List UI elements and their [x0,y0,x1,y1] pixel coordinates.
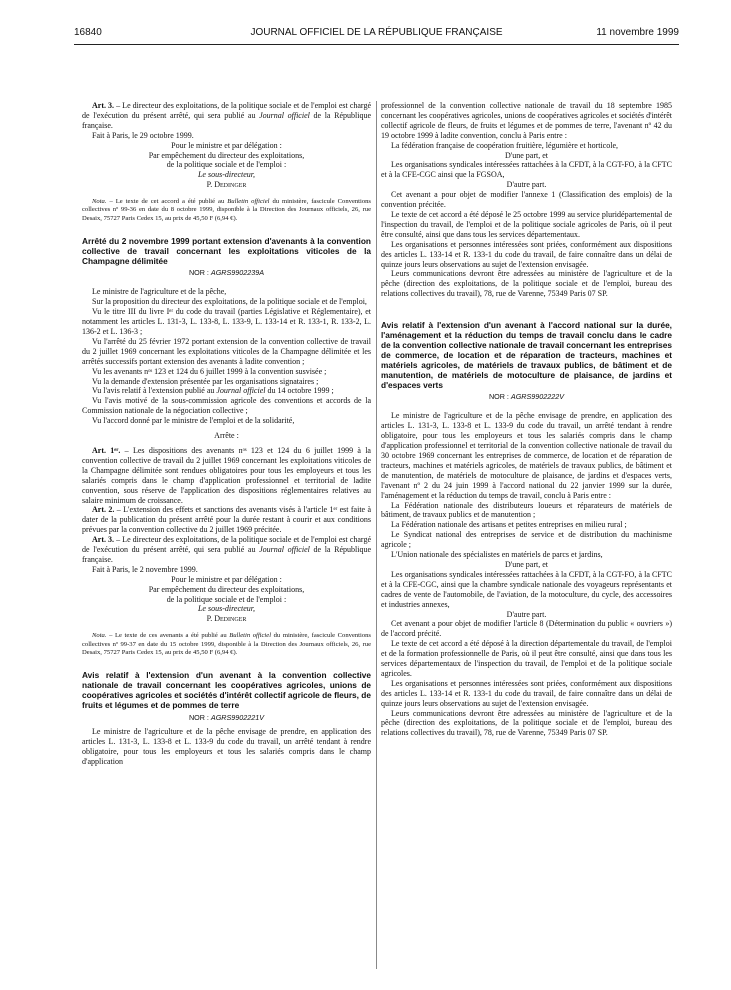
header-rule [74,44,679,45]
visa-paragraph: Vu l'accord donné par le ministre de l'emploi et de la solidarité, [92,416,295,426]
signatory-organisation: Les organisations syndicales intéressées rattachées à la CFDT, à la CGT-FO, à la CFTC et à la CFE-CGC ainsi que la FGSOA, [381,160,672,180]
arrete-label: Arrête : [214,431,239,441]
visa-paragraph: Le ministre de l'agriculture et de la pêche, [92,287,227,297]
party-label: D'une part, et [505,150,548,160]
body-paragraph: Cet avenant a pour objet de modifier l'annexe 1 (Classification des emplois) de la convention précitée. [381,190,672,210]
body-paragraph: Leurs communications devront être adressées au ministère de l'agriculture et de la pêche (direction des exploitations, de la politique sociale et de l'emploi, bureau des relations collectives du travail), 78, rue de Varenne, 75349 Paris 07 SP. [381,269,672,299]
nor-arrete: NOR : AGRS9902239A [188,268,265,278]
party-label: D'autre part. [506,180,547,190]
visa-paragraph: Vu la demande d'extension présentée par les organisations signataires ; [92,376,319,386]
issue-date: 11 novembre 1999 [596,27,679,38]
body-paragraph: Leurs communications devront être adressées au ministère de l'agriculture et de la pêche (direction des exploitations, de la politique sociale et de l'emploi, bureau des relations collectives du travail), 78, rue de Varenne, 75349 Paris 07 SP. [381,708,672,738]
article-2: Art. 2. – L'extension des effets et sanctions des avenants visés à l'article 1ᵉʳ est faite à dater de la publication du présent arrêté pour la durée restant à courir et aux conditions prévues par la convention collective du 2 juillet 1969 précitée. [82,505,372,535]
article-3-first: Art. 3. – Le directeur des exploitations, de la politique sociale et de l'emploi est chargé de l'exécution du présent arrêté, qui sera publié au Journal officiel de la République française. [82,101,371,130]
signatory-name: P. Dedinger [206,180,247,190]
page-number: 16840 [74,27,102,38]
body-paragraph: Le texte de cet accord a été déposé le 25 octobre 1999 au service pluridépartemental de l'inspection du travail, de l'emploi et de la politique sociale agricoles de Paris, où il peut être consulté, ainsi que dans tous les services départementaux. [381,209,672,239]
body-paragraph: Les organisations et personnes intéressées sont priées, conformément aux dispositions des articles L. 133-14 et R. 133-1 du code du travail, de faire connaître dans un délai de quinze jours leurs observations au sujet de l'extension envisagée. [381,678,672,708]
signature-block-second: Pour le ministre et par délégation : Par empêchement du directeur des exploitations, de la politique sociale et de l'emploi : Le sous-directeur, P. Dedinger [82,575,371,625]
signatory-organisation: Les organisations syndicales intéressées rattachées à la CFDT, à la CGT-FO, à la CFTC et à la CFE-CGC, ainsi que la chambre syndicale nationale des voyageurs représentants et cadres de vente de l'automobile, de l'aviation, de la motoculture, du cycle, des accessoires et industries annexes, [381,569,672,609]
signatory-organisation: La fédération française de coopération fruitière, légumière et horticole, [391,140,618,150]
article-1: Art. 1ᵉʳ. – Les dispositions des avenants nᵒˢ 123 et 124 du 6 juillet 1999 à la convention collective de travail du 2 juillet 1969 concernant les exploitations viticoles de la Champagne délimitée sont rendues obligatoires pour tous les employeurs et tous les salariés compris dans le champ d'application professionnel et territorial de ladite convention, sous réserve de l'application des dispositions réglementaires relatives au salaire minimum de croissance. [82,445,371,505]
signatory-organisation: L'Union nationale des spécialistes en matériels de parcs et jardins, [391,550,603,560]
visa-paragraph: Vu les avenants nᵒˢ 123 et 124 du 6 juillet 1999 à la convention susvisée ; [92,366,327,376]
nor-avis-cooperatives: NOR : AGRS9902221V [188,712,265,722]
body-paragraph: Le ministre de l'agriculture et de la pêche envisage de prendre, en application des articles L. 131-3, L. 133-8 et L. 133-9 du code du travail, un arrêté tendant à rendre obligatoire, pour tous les employeurs et tous les salariés compris dans le champ d'application professionnel et territorial de la convention collective nationale de travail du 30 octobre 1969 concernant les entreprises de commerce, de location et de réparation de tracteurs, machines et matériels agricoles, de matériels de travaux publics, de bâtiment et de manutention, de matériels de motoculture de plaisance, de jardins et d'espaces verts, l'avenant nº 2 du 24 juin 1999 à l'accord national du 22 janvier 1999 sur la durée, l'aménagement et la réduction du temps de travail, conclu à Paris entre : [381,411,672,500]
visa-paragraph: Vu l'avis motivé de la sous-commission agricole des conventions et accords de la Commission nationale de la négociation collective ; [82,396,371,416]
avis-title-commerce: Avis relatif à l'extension d'un avenant à l'accord national sur la durée, l'aménagement et la réduction du temps de travail conclu dans le cadre de la convention collective nationale de travail concernant les entreprises de commerce, de location et de réparation de tracteurs, machines et matériels agricoles, de matériels de travaux publics, de bâtiment et de manutention, de matériels de motoculture de plaisance, de jardins et d'espaces verts [381,320,672,390]
party-label: D'autre part. [506,609,547,619]
fait-first: Fait à Paris, le 29 octobre 1999. [92,130,194,140]
avis-title-cooperatives: Avis relatif à l'extension d'un avenant à la convention collective nationale de travail concernant les coopératives agricoles, unions de coopératives agricoles et sociétés d'intérêt collectif agricole de fleurs, de fruits et légumes et de pommes de terre [82,669,371,710]
nota-first: Nota. – Le texte de cet accord a été publié au Bulletin officiel du ministère, fascicule Conventions collectives nº 99-36 en date du 8 octobre 1999, disponible à la Direction des Journaux officiels, 26, rue Desaix, 75727 Paris Cedex 15, au prix de 45,50 F (6,94 €). [82,198,371,222]
body-paragraph: Les organisations et personnes intéressées sont priées, conformément aux dispositions des articles L. 133-14 et R. 133-1 du code du travail, de faire connaître dans un délai de quinze jours leurs observations au sujet de l'extension envisagée. [381,239,672,269]
avis-cooperatives-continued: professionnel de la convention collective nationale de travail du 18 septembre 1985 concernant les coopératives agricoles, unions de coopératives agricoles et sociétés d'intérêt collectif agricole de fleurs, de fruits et légumes et de pommes de terre, l'avenant nº 42 du 19 octobre 1999 à ladite convention, conclu à Paris entre : [381,101,672,140]
signatory-organisation: La Fédération nationale des distributeurs loueurs et réparateurs de matériels de bâtiment, de travaux publics et de manutention ; [381,500,672,520]
visa-paragraph: Sur la proposition du directeur des exploitations, de la politique sociale et de l'emploi, [92,297,367,307]
visa-paragraph: Vu l'arrêté du 25 février 1972 portant extension de la convention collective de travail du 2 juillet 1969 concernant les exploitations viticoles de la Champagne délimitée et les arrêtés successifs portant extension des avenants à ladite convention ; [82,336,371,366]
nor-avis-commerce: NOR : AGRS9902222V [488,392,565,402]
avis-cooperatives-body: Le ministre de l'agriculture et de la pêche envisage de prendre, en application des articles L. 131-3, L. 133-8 et L. 133-9 du code du travail, un arrêté tendant à rendre obligatoire, pour tous les employeurs et tous les salariés compris dans le champ d'application [82,727,371,767]
body-paragraph: Le texte de cet accord a été déposé à la direction départementale du travail, de l'emploi et de la formation professionnelle de Paris, où il peut être consulté, ainsi que dans tous les services départementaux de l'inspection du travail, de l'emploi et de la politique sociale agricoles. [381,639,672,678]
right-column [381,101,672,738]
party-label: D'une part, et [505,559,548,569]
nota-second: Nota. – Le texte de ces avenants a été publié au Bulletin officiel du ministère, fascicule Conventions collectives nº 99-37 en date du 15 octobre 1999, disponible à la Direction des Journaux officiels, 26, rue Desaix, 75727 Paris Cedex 15, au prix de 45,50 F (6,94 €). [82,632,371,656]
left-column [82,101,371,767]
signatory-organisation: Le Syndicat national des entreprises de service et de distribution du machinisme agricole ; [381,530,672,550]
body-paragraph: Cet avenant a pour objet de modifier l'article 8 (Détermination du public « ouvriers ») de l'accord précité. [381,619,672,639]
article-3: Art. 3. – Le directeur des exploitations, de la politique sociale et de l'emploi est chargé de l'exécution du présent arrêté, qui sera publié au Journal officiel de la République française. [82,535,371,564]
visa-paragraph: Vu le titre III du livre Iᵉʳ du code du travail (parties Législative et Réglementaire), et notamment les articles L. 131-3, L. 133-8, L. 133-9, L. 133-14 et R. 133-1, R. 133-2, L. 136-2 et L. 136-3 ; [82,307,371,337]
column-divider [376,101,377,969]
arrete-title: Arrêté du 2 novembre 1999 portant extension d'avenants à la convention collective de travail concernant les exploitations viticoles de la Champagne délimitée [82,235,371,266]
visa-paragraph: Vu l'avis relatif à l'extension publié au Journal officiel du 14 octobre 1999 ; [92,386,334,396]
signatory-organisation: La Fédération nationale des artisans et petites entreprises en milieu rural ; [391,520,627,530]
fait-second: Fait à Paris, le 2 novembre 1999. [92,564,198,574]
page-header [74,27,679,41]
signatory-name: P. Dedinger [206,614,247,624]
journal-title: JOURNAL OFFICIEL DE LA RÉPUBLIQUE FRANÇAISE [250,27,503,38]
signature-block-first: Pour le ministre et par délégation : Par empêchement du directeur des exploitations, de la politique sociale et de l'emploi : Le sous-directeur, P. Dedinger [82,141,371,191]
